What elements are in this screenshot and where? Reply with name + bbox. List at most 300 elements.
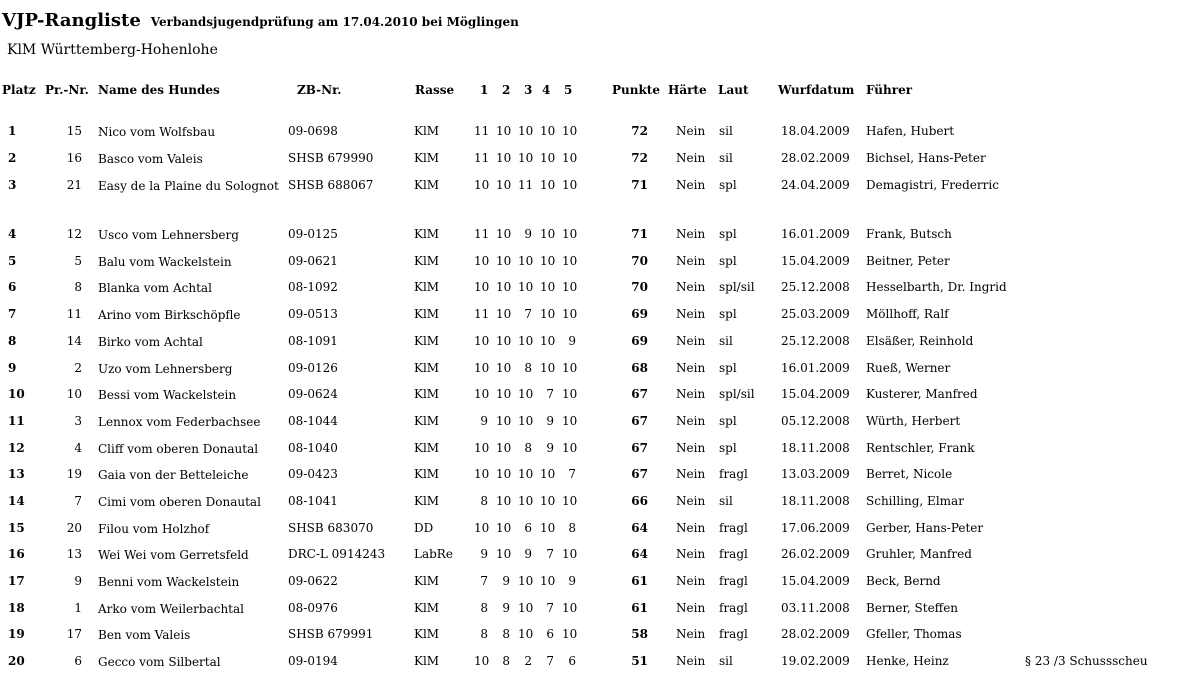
- document-title: [2, 10, 519, 31]
- cell-laut: spl: [719, 441, 737, 455]
- cell-rasse: DD: [414, 521, 434, 535]
- cell-nr: 15: [66, 124, 82, 138]
- cell-s3: 10: [518, 334, 534, 348]
- cell-rasse: KlM: [414, 361, 440, 375]
- cell-fuehrer: Würth, Herbert: [866, 414, 961, 428]
- table-row: [0, 467, 1204, 493]
- cell-rasse: KlM: [414, 124, 440, 138]
- cell-s5: 10: [562, 307, 578, 321]
- table-row: [0, 574, 1204, 600]
- table-row: [0, 494, 1204, 520]
- cell-wurf: 16.01.2009: [781, 361, 850, 375]
- cell-name: Blanka vom Achtal: [98, 281, 212, 295]
- cell-fuehrer: Frank, Butsch: [866, 227, 952, 241]
- cell-fuehrer: Rentschler, Frank: [866, 441, 975, 455]
- cell-zb: 08-1091: [288, 334, 338, 348]
- cell-wurf: 25.12.2008: [781, 280, 850, 294]
- cell-s2: 10: [496, 334, 512, 348]
- cell-laut: spl: [719, 361, 737, 375]
- cell-s4: 9: [546, 414, 554, 428]
- cell-wurf: 15.04.2009: [781, 574, 850, 588]
- cell-fuehrer: Hafen, Hubert: [866, 124, 955, 138]
- table-row: [0, 361, 1204, 387]
- cell-platz: 16: [8, 547, 25, 561]
- cell-s5: 10: [562, 387, 578, 401]
- cell-fuehrer: Gfeller, Thomas: [866, 627, 962, 641]
- cell-punkte: 72: [631, 124, 648, 138]
- cell-s2: 10: [496, 254, 512, 268]
- cell-punkte: 67: [631, 414, 648, 428]
- col-header-s4: 4: [542, 83, 551, 97]
- cell-s1: 10: [474, 334, 490, 348]
- col-header-punkte: Punkte: [612, 83, 660, 97]
- cell-s5: 6: [568, 654, 576, 668]
- cell-s1: 11: [474, 227, 490, 241]
- cell-s3: 10: [518, 414, 534, 428]
- cell-fuehrer: Demagistri, Frederric: [866, 178, 999, 192]
- cell-punkte: 70: [631, 280, 648, 294]
- cell-punkte: 67: [631, 467, 648, 481]
- cell-s5: 10: [562, 151, 578, 165]
- cell-name: Lennox vom Federbachsee: [98, 415, 261, 429]
- cell-s4: 10: [540, 178, 556, 192]
- cell-s3: 10: [518, 601, 534, 615]
- cell-s5: 10: [562, 494, 578, 508]
- cell-nr: 2: [74, 361, 82, 375]
- cell-haerte: Nein: [676, 521, 706, 535]
- cell-wurf: 25.03.2009: [781, 307, 850, 321]
- cell-nr: 20: [66, 521, 82, 535]
- cell-s3: 7: [524, 307, 532, 321]
- col-header-zb: ZB-Nr.: [297, 83, 342, 97]
- col-header-laut: Laut: [718, 83, 749, 97]
- cell-s4: 10: [540, 280, 556, 294]
- cell-s5: 10: [562, 414, 578, 428]
- cell-name: Wei Wei vom Gerretsfeld: [98, 548, 249, 562]
- table-row: [0, 307, 1204, 333]
- cell-s2: 10: [496, 178, 512, 192]
- cell-haerte: Nein: [676, 601, 706, 615]
- cell-name: Usco vom Lehnersberg: [98, 228, 239, 242]
- cell-wurf: 25.12.2008: [781, 334, 850, 348]
- cell-wurf: 03.11.2008: [781, 601, 850, 615]
- cell-name: Benni vom Wackelstein: [98, 575, 240, 589]
- cell-s5: 10: [562, 627, 578, 641]
- cell-rasse: KlM: [414, 601, 440, 615]
- cell-name: Easy de la Plaine du Solognot: [98, 179, 279, 193]
- cell-s1: 7: [480, 574, 488, 588]
- cell-zb: 09-0622: [288, 574, 338, 588]
- cell-haerte: Nein: [676, 178, 706, 192]
- cell-platz: 14: [8, 494, 25, 508]
- cell-rasse: KlM: [414, 280, 440, 294]
- col-header-wurf: Wurfdatum: [778, 83, 855, 97]
- cell-name: Filou vom Holzhof: [98, 522, 210, 536]
- cell-s1: 10: [474, 441, 490, 455]
- cell-s5: 10: [562, 280, 578, 294]
- cell-name: Arino vom Birkschöpfle: [98, 308, 241, 322]
- cell-punkte: 72: [631, 151, 648, 165]
- cell-wurf: 18.11.2008: [781, 494, 850, 508]
- cell-laut: sil: [719, 151, 733, 165]
- cell-platz: 2: [8, 151, 17, 165]
- cell-nr: 21: [66, 178, 82, 192]
- cell-s2: 10: [496, 494, 512, 508]
- cell-s3: 10: [518, 280, 534, 294]
- cell-fuehrer: Bichsel, Hans-Peter: [866, 151, 986, 165]
- cell-s2: 10: [496, 124, 512, 138]
- cell-s4: 10: [540, 227, 556, 241]
- cell-rasse: KlM: [414, 574, 440, 588]
- cell-platz: 7: [8, 307, 17, 321]
- cell-s4: 10: [540, 254, 556, 268]
- cell-nr: 10: [66, 387, 82, 401]
- cell-s5: 10: [562, 254, 578, 268]
- cell-laut: spl: [719, 307, 737, 321]
- table-row: [0, 601, 1204, 627]
- cell-s1: 9: [480, 414, 488, 428]
- cell-zb: 09-0125: [288, 227, 338, 241]
- cell-nr: 13: [66, 547, 82, 561]
- cell-platz: 17: [8, 574, 25, 588]
- cell-fuehrer: Henke, Heinz: [866, 654, 949, 668]
- cell-haerte: Nein: [676, 627, 706, 641]
- cell-laut: sil: [719, 124, 733, 138]
- cell-s4: 10: [540, 151, 556, 165]
- cell-zb: 08-1041: [288, 494, 338, 508]
- cell-platz: 5: [8, 254, 17, 268]
- cell-zb: 09-0126: [288, 361, 338, 375]
- cell-bem: § 23 /3 Schussscheu: [1025, 654, 1148, 668]
- cell-zb: DRC-L 0914243: [288, 547, 386, 561]
- cell-s4: 7: [546, 654, 554, 668]
- cell-s3: 10: [518, 151, 534, 165]
- cell-name: Balu vom Wackelstein: [98, 255, 232, 269]
- cell-platz: 4: [8, 227, 17, 241]
- cell-punkte: 51: [631, 654, 648, 668]
- cell-zb: SHSB 679990: [288, 151, 374, 165]
- cell-haerte: Nein: [676, 414, 706, 428]
- cell-s5: 10: [562, 441, 578, 455]
- cell-zb: 09-0621: [288, 254, 338, 268]
- cell-zb: SHSB 683070: [288, 521, 374, 535]
- cell-fuehrer: Beitner, Peter: [866, 254, 950, 268]
- cell-rasse: KlM: [414, 178, 440, 192]
- cell-name: Gecco vom Silbertal: [98, 655, 221, 669]
- cell-s1: 10: [474, 521, 490, 535]
- cell-zb: 09-0423: [288, 467, 338, 481]
- cell-s1: 10: [474, 280, 490, 294]
- cell-punkte: 66: [631, 494, 648, 508]
- cell-haerte: Nein: [676, 547, 706, 561]
- cell-name: Uzo vom Lehnersberg: [98, 362, 233, 376]
- cell-s2: 10: [496, 467, 512, 481]
- cell-laut: fragl: [719, 467, 748, 481]
- cell-s2: 8: [502, 627, 510, 641]
- cell-haerte: Nein: [676, 441, 706, 455]
- cell-haerte: Nein: [676, 494, 706, 508]
- cell-s3: 10: [518, 387, 534, 401]
- col-header-platz: Platz: [2, 83, 36, 97]
- cell-name: Arko vom Weilerbachtal: [98, 602, 244, 616]
- cell-nr: 9: [74, 574, 82, 588]
- cell-platz: 3: [8, 178, 17, 192]
- cell-laut: spl: [719, 178, 737, 192]
- cell-s1: 10: [474, 654, 490, 668]
- cell-haerte: Nein: [676, 151, 706, 165]
- cell-platz: 11: [8, 414, 25, 428]
- cell-punkte: 64: [631, 521, 648, 535]
- cell-wurf: 28.02.2009: [781, 151, 850, 165]
- cell-rasse: LabRe: [414, 547, 453, 561]
- cell-name: Basco vom Valeis: [98, 152, 203, 166]
- cell-s4: 10: [540, 574, 556, 588]
- cell-s4: 10: [540, 124, 556, 138]
- cell-s5: 10: [562, 227, 578, 241]
- cell-s1: 11: [474, 124, 490, 138]
- cell-punkte: 61: [631, 601, 648, 615]
- cell-s3: 10: [518, 467, 534, 481]
- cell-rasse: KlM: [414, 334, 440, 348]
- cell-s1: 8: [480, 494, 488, 508]
- cell-s5: 10: [562, 601, 578, 615]
- cell-zb: 08-1092: [288, 280, 338, 294]
- cell-wurf: 05.12.2008: [781, 414, 850, 428]
- table-row: [0, 387, 1204, 413]
- cell-laut: sil: [719, 334, 733, 348]
- cell-nr: 3: [74, 414, 82, 428]
- cell-name: Nico vom Wolfsbau: [98, 125, 216, 139]
- table-row: [0, 254, 1204, 280]
- cell-rasse: KlM: [414, 441, 440, 455]
- cell-punkte: 61: [631, 574, 648, 588]
- cell-s1: 11: [474, 307, 490, 321]
- cell-haerte: Nein: [676, 361, 706, 375]
- cell-s1: 8: [480, 601, 488, 615]
- cell-s4: 10: [540, 334, 556, 348]
- cell-zb: 09-0624: [288, 387, 338, 401]
- cell-rasse: KlM: [414, 627, 440, 641]
- cell-fuehrer: Schilling, Elmar: [866, 494, 964, 508]
- cell-platz: 10: [8, 387, 25, 401]
- col-header-haerte: Härte: [668, 83, 707, 97]
- cell-haerte: Nein: [676, 334, 706, 348]
- cell-punkte: 69: [631, 307, 648, 321]
- cell-laut: spl/sil: [719, 280, 755, 294]
- cell-platz: 13: [8, 467, 25, 481]
- cell-s4: 10: [540, 494, 556, 508]
- cell-fuehrer: Gruhler, Manfred: [866, 547, 972, 561]
- cell-laut: fragl: [719, 574, 748, 588]
- cell-punkte: 64: [631, 547, 648, 561]
- cell-rasse: KlM: [414, 467, 440, 481]
- cell-s3: 8: [524, 441, 532, 455]
- cell-name: Bessi vom Wackelstein: [98, 388, 237, 402]
- cell-s1: 9: [480, 547, 488, 561]
- cell-punkte: 68: [631, 361, 648, 375]
- cell-platz: 8: [8, 334, 17, 348]
- cell-zb: 09-0698: [288, 124, 338, 138]
- col-header-nr: Pr.-Nr.: [45, 83, 89, 97]
- cell-platz: 15: [8, 521, 25, 535]
- cell-s3: 6: [524, 521, 532, 535]
- cell-s4: 6: [546, 627, 554, 641]
- cell-wurf: 13.03.2009: [781, 467, 850, 481]
- table-row: [0, 178, 1204, 204]
- cell-s2: 9: [502, 574, 510, 588]
- cell-punkte: 71: [631, 227, 648, 241]
- page-subtitle: Verbandsjugendprüfung am 17.04.2010 bei Möglingen: [150, 15, 519, 29]
- cell-s2: 10: [496, 361, 512, 375]
- cell-s1: 10: [474, 467, 490, 481]
- cell-laut: sil: [719, 494, 733, 508]
- cell-laut: fragl: [719, 521, 748, 535]
- cell-s4: 7: [546, 547, 554, 561]
- cell-s4: 10: [540, 307, 556, 321]
- cell-haerte: Nein: [676, 387, 706, 401]
- cell-haerte: Nein: [676, 654, 706, 668]
- cell-s2: 10: [496, 414, 512, 428]
- cell-s5: 9: [568, 574, 576, 588]
- cell-nr: 14: [66, 334, 82, 348]
- cell-s2: 9: [502, 601, 510, 615]
- cell-nr: 6: [74, 654, 82, 668]
- cell-s5: 10: [562, 124, 578, 138]
- cell-wurf: 28.02.2009: [781, 627, 850, 641]
- cell-haerte: Nein: [676, 254, 706, 268]
- cell-s3: 2: [524, 654, 532, 668]
- cell-wurf: 16.01.2009: [781, 227, 850, 241]
- cell-s2: 10: [496, 441, 512, 455]
- cell-haerte: Nein: [676, 307, 706, 321]
- cell-s1: 10: [474, 254, 490, 268]
- table-row: [0, 334, 1204, 360]
- table-row: [0, 627, 1204, 653]
- cell-s5: 7: [568, 467, 576, 481]
- col-header-rasse: Rasse: [415, 83, 455, 97]
- cell-zb: SHSB 679991: [288, 627, 374, 641]
- organization-name: KlM Württemberg-Hohenlohe: [7, 42, 218, 58]
- table-row: [0, 654, 1204, 680]
- col-header-s2: 2: [502, 83, 511, 97]
- cell-nr: 16: [66, 151, 82, 165]
- cell-laut: spl: [719, 414, 737, 428]
- page-title: VJP-Rangliste: [2, 10, 141, 31]
- table-row: [0, 521, 1204, 547]
- cell-rasse: KlM: [414, 227, 440, 241]
- cell-nr: 17: [66, 627, 82, 641]
- cell-s3: 10: [518, 494, 534, 508]
- col-header-name: Name des Hundes: [98, 83, 220, 97]
- cell-laut: sil: [719, 654, 733, 668]
- cell-s5: 8: [568, 521, 576, 535]
- cell-nr: 5: [74, 254, 82, 268]
- cell-s3: 11: [518, 178, 534, 192]
- cell-punkte: 71: [631, 178, 648, 192]
- col-header-fuehrer: Führer: [866, 83, 913, 97]
- table-row: [0, 124, 1204, 150]
- cell-s5: 10: [562, 361, 578, 375]
- cell-platz: 20: [8, 654, 25, 668]
- table-row: [0, 441, 1204, 467]
- cell-s2: 10: [496, 547, 512, 561]
- cell-s2: 10: [496, 280, 512, 294]
- cell-s4: 10: [540, 521, 556, 535]
- cell-wurf: 18.04.2009: [781, 124, 850, 138]
- table-row: [0, 280, 1204, 306]
- cell-s3: 9: [524, 547, 532, 561]
- cell-laut: spl: [719, 227, 737, 241]
- cell-laut: fragl: [719, 547, 748, 561]
- cell-rasse: KlM: [414, 151, 440, 165]
- cell-s3: 10: [518, 254, 534, 268]
- cell-name: Gaia von der Betteleiche: [98, 468, 249, 482]
- cell-s4: 9: [546, 441, 554, 455]
- cell-wurf: 26.02.2009: [781, 547, 850, 561]
- cell-laut: fragl: [719, 627, 748, 641]
- cell-haerte: Nein: [676, 280, 706, 294]
- cell-nr: 1: [74, 601, 82, 615]
- cell-laut: spl/sil: [719, 387, 755, 401]
- cell-s4: 10: [540, 361, 556, 375]
- cell-punkte: 67: [631, 441, 648, 455]
- cell-platz: 9: [8, 361, 17, 375]
- cell-s1: 11: [474, 151, 490, 165]
- cell-zb: 08-1040: [288, 441, 338, 455]
- cell-wurf: 17.06.2009: [781, 521, 850, 535]
- cell-s4: 7: [546, 387, 554, 401]
- cell-s3: 10: [518, 627, 534, 641]
- cell-s3: 10: [518, 574, 534, 588]
- cell-s1: 8: [480, 627, 488, 641]
- table-row: [0, 547, 1204, 573]
- cell-s2: 10: [496, 387, 512, 401]
- cell-fuehrer: Kusterer, Manfred: [866, 387, 978, 401]
- cell-nr: 19: [66, 467, 82, 481]
- cell-s2: 10: [496, 307, 512, 321]
- cell-wurf: 15.04.2009: [781, 387, 850, 401]
- cell-s2: 10: [496, 521, 512, 535]
- cell-s3: 8: [524, 361, 532, 375]
- col-header-s5: 5: [564, 83, 573, 97]
- cell-name: Ben vom Valeis: [98, 628, 191, 642]
- cell-nr: 8: [74, 280, 82, 294]
- cell-wurf: 24.04.2009: [781, 178, 850, 192]
- cell-s2: 8: [502, 654, 510, 668]
- cell-nr: 7: [74, 494, 82, 508]
- cell-rasse: KlM: [414, 307, 440, 321]
- cell-fuehrer: Beck, Bernd: [866, 574, 941, 588]
- cell-zb: 08-1044: [288, 414, 338, 428]
- cell-haerte: Nein: [676, 574, 706, 588]
- cell-s2: 10: [496, 227, 512, 241]
- cell-punkte: 69: [631, 334, 648, 348]
- cell-rasse: KlM: [414, 387, 440, 401]
- cell-s1: 10: [474, 361, 490, 375]
- cell-laut: fragl: [719, 601, 748, 615]
- cell-name: Cimi vom oberen Donautal: [98, 495, 261, 509]
- cell-platz: 18: [8, 601, 25, 615]
- cell-name: Birko vom Achtal: [98, 335, 203, 349]
- cell-s2: 10: [496, 151, 512, 165]
- cell-laut: spl: [719, 254, 737, 268]
- cell-fuehrer: Rueß, Werner: [866, 361, 951, 375]
- cell-nr: 4: [74, 441, 82, 455]
- cell-punkte: 67: [631, 387, 648, 401]
- cell-name: Cliff vom oberen Donautal: [98, 442, 259, 456]
- cell-s4: 7: [546, 601, 554, 615]
- cell-wurf: 19.02.2009: [781, 654, 850, 668]
